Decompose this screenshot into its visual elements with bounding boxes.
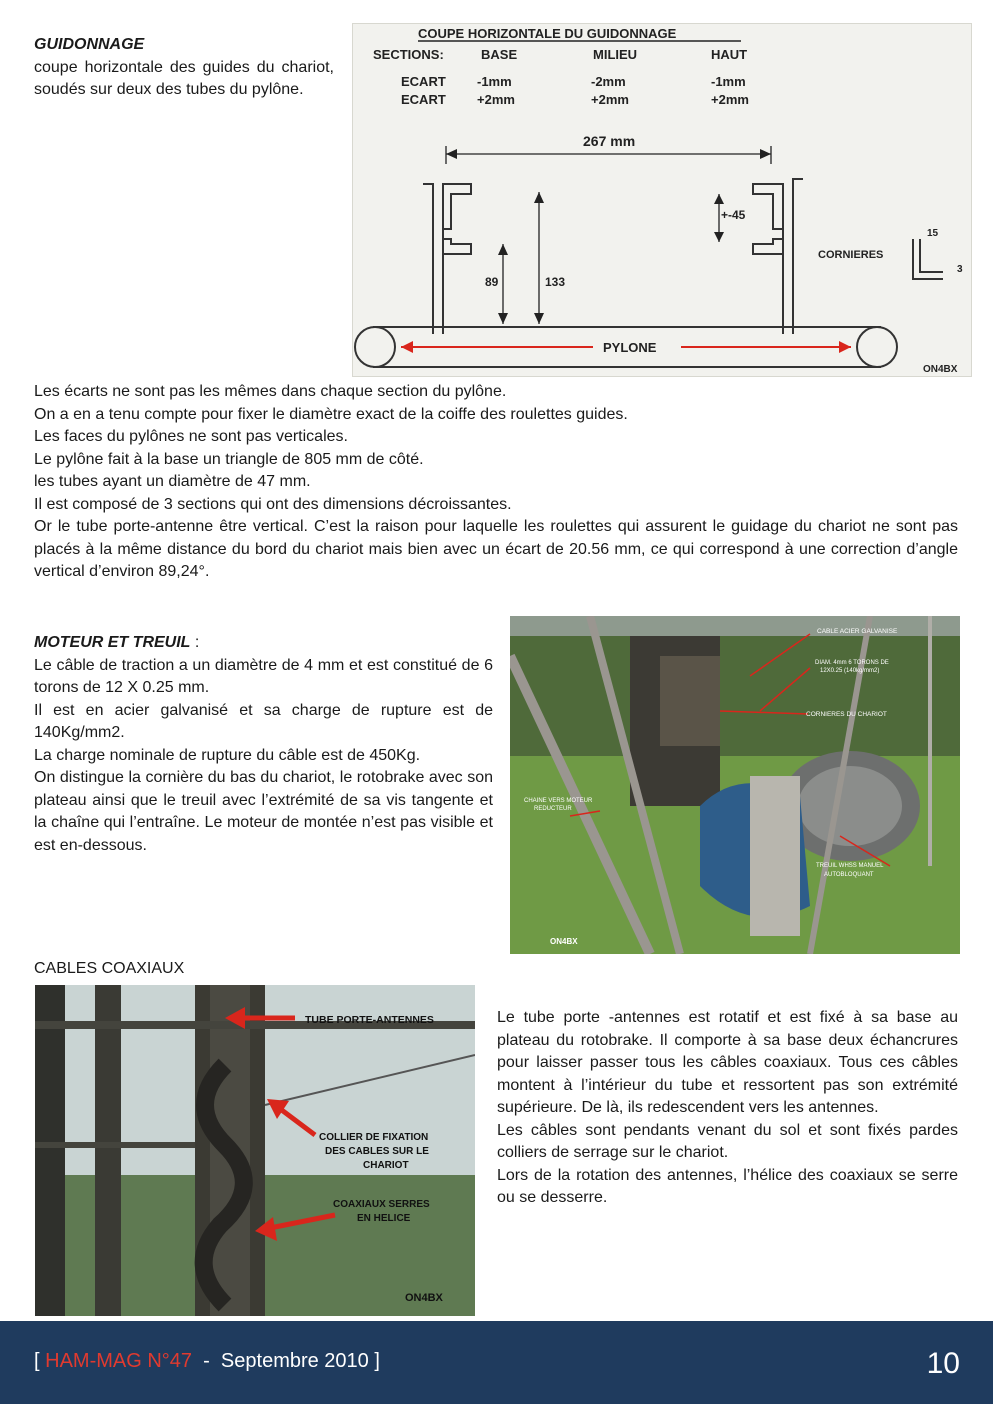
paragraph: Or le tube porte-antenne être vertical. C’est la raison pour laquelle les roulettes qui assurent le guidage du chariot ne sont pas placés à la même distance du bord du chariot mais bien avec un écart de 20.56 mm, ce qui correspond à une correction d’angle vertical d’environ 89,24°. [34, 518, 958, 580]
fig1-col-haut: HAUT [711, 47, 748, 62]
footer-close-bracket: ] [368, 1350, 380, 1372]
fig1-width-label: 267 mm [583, 133, 636, 149]
fig1-offset-label: +-45 [721, 208, 746, 222]
fig3-credit: ON4BX [405, 1292, 443, 1304]
moteur-heading-suffix: : [190, 634, 200, 651]
moteur-heading: MOTEUR ET TREUIL [34, 634, 191, 651]
coax-paragraph: Le tube porte -antennes est rotatif et est fixé à sa base au plateau du rotobrake. Il comporte à sa base deux échancrures pour laisser passer tous les câbles coaxiaux. Tous ces câbles montent à l’intérieur du tube et ressortent pas son extrémité supérieure. De là, ils redescendent vers les antennes. [497, 1009, 958, 1116]
moteur-paragraph: On distingue la cornière du bas du chariot, le rotobrake avec son plateau ainsi que le treuil avec l’extrémité de sa vis tangente et la chaîne qui l’entraîne. Le moteur de montée n’est pas visible et est en-dessous. [34, 769, 493, 854]
moteur-heading-line [34, 632, 493, 655]
guidonnage-block [34, 34, 334, 102]
fig3-label-coax: COAXIAUX SERRES [333, 1199, 430, 1210]
paragraph: Les écarts ne sont pas les mêmes dans chaque section du pylône. [34, 383, 507, 400]
winch-photo-svg [510, 616, 960, 954]
fig1-col-base: BASE [481, 47, 518, 62]
guidonnage-drawing [352, 23, 972, 377]
winch-photo [510, 616, 960, 954]
footer-separator: - [192, 1350, 221, 1372]
fig3-label-collier-2: DES CABLES SUR LE [325, 1146, 429, 1157]
fig1-cornieres-dim-3: 3 [957, 264, 963, 275]
paragraph: Il est composé de 3 sections qui ont des dimensions décroissantes. [34, 495, 512, 513]
fig1-ecart-label-1: ECART [401, 74, 446, 89]
fig2-label-diam: DIAM. 4mm 6 TORONS DE [815, 660, 889, 666]
footer-label [34, 1348, 380, 1374]
fig3-label-collier: COLLIER DE FIXATION [319, 1132, 429, 1143]
fig2-label-diam-2: 12X0.25 (140kg/mm2) [820, 668, 880, 674]
fig1-row1-milieu: -2mm [591, 74, 626, 89]
fig2-label-chaine-2: REDUCTEUR [534, 806, 572, 812]
page-footer [0, 1321, 993, 1404]
guidonnage-heading: GUIDONNAGE [34, 36, 145, 53]
fig1-row2-haut: +2mm [711, 92, 749, 107]
fig2-label-cornieres: CORNIERES DU CHARIOT [806, 711, 887, 718]
moteur-paragraph: Il est en acier galvanisé et sa charge de rupture est de 140Kg/mm2. [34, 701, 493, 741]
coax-paragraph: Lors de la rotation des antennes, l’hélice des coaxiaux se serre ou se desserre. [497, 1166, 958, 1206]
paragraph: Le pylône fait à la base un triangle de 805 mm de côté. [34, 450, 424, 468]
coax-heading: CABLES COAXIAUX [34, 960, 185, 977]
paragraph: Les faces du pylônes ne sont pas verticales. [34, 428, 348, 445]
fig1-col-milieu: MILIEU [593, 47, 638, 62]
fig1-row2-milieu: +2mm [591, 92, 629, 107]
moteur-block [34, 632, 493, 857]
page-number: 10 [926, 1347, 960, 1380]
fig1-cornieres-dim-15: 15 [927, 228, 939, 239]
moteur-paragraph: La charge nominale de rupture du câble est de 450Kg. [34, 746, 421, 764]
footer-date: Septembre 2010 [220, 1350, 369, 1372]
fig1-row1-haut: -1mm [711, 74, 746, 89]
tube-photo [35, 985, 475, 1316]
fig1-cornieres-label: CORNIERES [818, 249, 884, 261]
fig1-dim-133: 133 [545, 275, 566, 289]
fig1-credit: ON4BX [923, 364, 958, 375]
fig1-dim-89: 89 [485, 275, 499, 289]
fig3-label-tube: TUBE PORTE-ANTENNES [305, 1014, 434, 1026]
fig1-ecart-label-2: ECART [401, 92, 446, 107]
fig2-label-chaine: CHAINE VERS MOTEUR [524, 798, 593, 804]
tube-photo-svg [35, 985, 475, 1316]
fig1-row1-base: -1mm [477, 74, 512, 89]
fig2-credit: ON4BX [550, 937, 578, 946]
paragraph: On a en a tenu compte pour fixer le diamètre exact de la coiffe des roulettes guides. [34, 405, 628, 423]
section-paragraphs [34, 381, 958, 584]
fig2-label-cable: CABLE ACIER GALVANISE [817, 628, 898, 635]
fig1-sections-label: SECTIONS: [373, 47, 444, 62]
moteur-paragraph: Le câble de traction a un diamètre de 4 mm et est constitué de 6 torons de 12 X 0.25 mm. [34, 656, 493, 696]
footer-magazine: HAM-MAG N°47 [45, 1350, 193, 1372]
fig2-label-treuil-2: AUTOBLOQUANT [824, 872, 874, 878]
footer-open-bracket: [ [34, 1350, 46, 1372]
coax-block [497, 1007, 958, 1210]
fig3-label-collier-3: CHARIOT [363, 1160, 409, 1171]
coax-paragraph: Les câbles sont pendants venant du sol et sont fixés pardes colliers de serrage sur le chariot. [497, 1121, 958, 1161]
fig1-row2-base: +2mm [477, 92, 515, 107]
fig3-label-coax-2: EN HELICE [357, 1213, 411, 1224]
fig1-title: COUPE HORIZONTALE DU GUIDONNAGE [418, 26, 677, 41]
guidonnage-drawing-svg [353, 24, 972, 377]
paragraph: les tubes ayant un diamètre de 47 mm. [34, 473, 311, 490]
fig1-pylone-label: PYLONE [603, 340, 657, 355]
fig2-label-treuil: TREUIL WHSS MANUEL [816, 863, 884, 869]
guidonnage-text: coupe horizontale des guides du chariot, soudés sur deux des tubes du pylône. [34, 58, 334, 98]
